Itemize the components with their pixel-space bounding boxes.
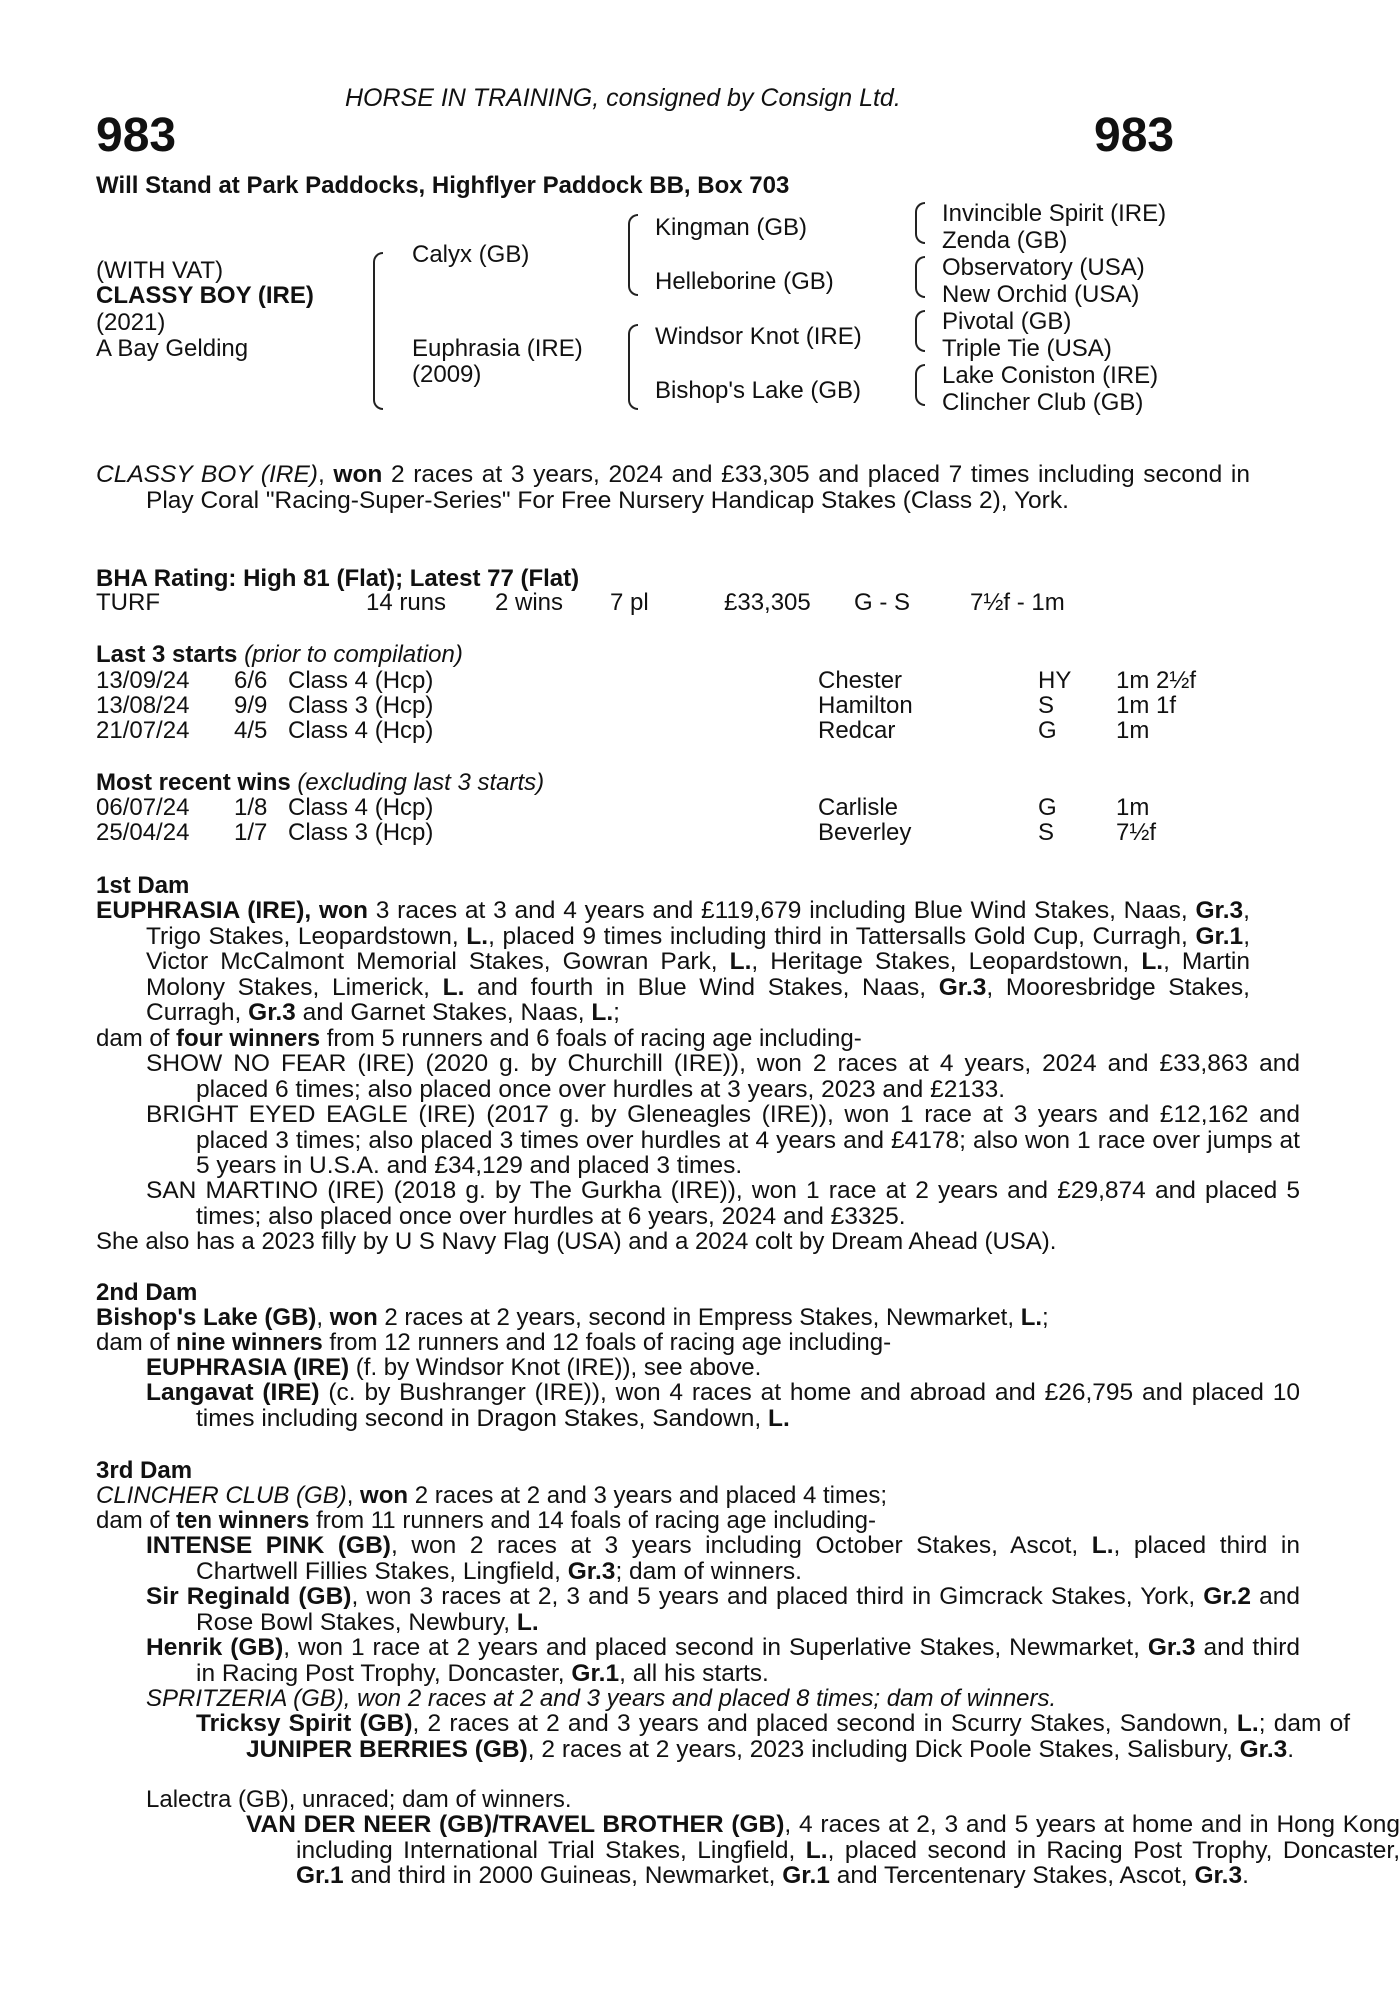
text: , placed 9 times including third in Tattersalls Gold Cup, Curragh, [488, 922, 1196, 950]
won-label: won [360, 1482, 409, 1509]
cell-position: 9/9 [234, 692, 268, 719]
produce-text: SAN MARTINO (IRE) (2018 g. by The Gurkha (IRE)), won 1 race at 2 years and £29,874 and placed 5 times; also placed once over hurdles at 6 years, 2024 and £3325. [146, 1177, 1300, 1230]
text: ; dam of winners. [615, 1557, 802, 1585]
pedigree-brace [628, 324, 638, 410]
produce-entry [96, 1178, 1300, 1229]
text: and third in 2000 Guineas, Newmarket, [343, 1862, 783, 1889]
vat-note: (WITH VAT) [96, 257, 224, 284]
text: , Heritage Stakes, Leopardstown, [751, 948, 1142, 975]
catalogue-subtitle: HORSE IN TRAINING, consigned by Consign Ltd. [345, 84, 901, 112]
produce-entry: Lalectra (GB), unraced; dam of winners. [146, 1786, 572, 1813]
text: , 4 races at 2, 3 and 5 years at home and in Hong Kong including International Trial Stakes, Lingfield, [296, 1811, 1400, 1864]
cell-position: 6/6 [234, 667, 268, 694]
cell-course: Carlisle [818, 794, 899, 821]
text: , won 3 races at 2, 3 and 5 years and placed third in Gimcrack Stakes, York, [351, 1583, 1204, 1610]
cell-date: 06/07/24 [96, 794, 190, 821]
text: , won 1 race at 2 years and placed second in Superlative Stakes, Newmarket, [283, 1634, 1148, 1661]
last-3-note: (prior to compilation) [244, 641, 463, 668]
pedigree-ggp: New Orchid (USA) [942, 281, 1140, 308]
pedigree-ggp: Clincher Club (GB) [942, 389, 1144, 416]
pedigree-dam-sire: Windsor Knot (IRE) [655, 323, 862, 350]
rating-going: G - S [854, 589, 911, 616]
stand-location: Will Stand at Park Paddocks, Highflyer Paddock BB, Box 703 [96, 172, 790, 199]
rating-surface: TURF [96, 589, 160, 616]
text: , Trigo Stakes, Leopardstown, [146, 897, 1250, 950]
cell-going: S [1038, 692, 1055, 719]
cell-position: 4/5 [234, 717, 268, 744]
pedigree-sire: Calyx (GB) [412, 241, 530, 268]
produce-text: SHOW NO FEAR (IRE) (2020 g. by Churchill (IRE)), won 2 races at 4 years, 2024 and £33,863 and placed 6 times; also placed once over hurdles at 3 years, 2023 and £2133. [146, 1050, 1300, 1103]
text: (f. by Windsor Knot (IRE)), see above. [349, 1354, 762, 1381]
text: . [1287, 1735, 1295, 1763]
listed-label: L. [729, 948, 752, 975]
cell-class: Class 3 (Hcp) [288, 819, 434, 846]
rating-placed: 7 pl [610, 589, 649, 616]
cell-going: HY [1038, 667, 1072, 694]
grade-label: Gr.3 [1194, 1862, 1243, 1889]
horse-description: A Bay Gelding [96, 335, 249, 362]
produce-name: VAN DER NEER (GB)/TRAVEL BROTHER (GB) [246, 1811, 785, 1838]
produce-name: Sir Reginald (GB) [146, 1583, 352, 1610]
grade-label: Gr.3 [938, 973, 987, 1001]
produce-name: EUPHRASIA (IRE) [146, 1354, 350, 1381]
text: 3 races at 3 and 4 years and £119,679 including Blue Wind Stakes, Naas, [367, 897, 1196, 924]
pedigree-dam: Euphrasia (IRE) [412, 335, 583, 362]
rating-runs: 14 runs [366, 589, 447, 616]
grade-label: Gr.1 [296, 1862, 344, 1889]
race-summary: CLASSY BOY (IRE), won 2 races at 3 years, 2024 and £33,305 and placed 7 times including second in Play Coral "Racing-Super-Series" For Free Nursery Handicap Stakes (Class 2), York. [96, 461, 1250, 514]
text: 2 races at 2 years, second in Empress Stakes, Newmarket, [377, 1304, 1021, 1331]
pedigree-dam-year: (2009) [412, 361, 482, 388]
cell-distance: 1m [1116, 794, 1150, 821]
produce-entry [96, 1380, 1300, 1431]
second-dam-record: Bishop's Lake (GB), won 2 races at 2 years, second in Empress Stakes, Newmarket, L.; [96, 1304, 1049, 1331]
text: 2 races at 2 and 3 years and placed 4 times; [408, 1482, 887, 1509]
third-dam-name: CLINCHER CLUB (GB) [96, 1482, 347, 1509]
text: , 2 races at 2 years, 2023 including Dick Poole Stakes, Salisbury, [527, 1735, 1240, 1763]
pedigree-brace [373, 252, 383, 410]
listed-label: L. [1141, 948, 1164, 975]
second-dam-name: Bishop's Lake (GB) [96, 1304, 317, 1331]
text: dam of [96, 1025, 177, 1052]
text: , Mooresbridge Stakes, Curragh, [146, 973, 1250, 1026]
text: , all his starts. [619, 1659, 769, 1687]
grade-label: Gr.1 [571, 1659, 620, 1687]
lot-number-right: 983 [1094, 109, 1175, 162]
pedigree-sire-dam: Helleborine (GB) [655, 268, 834, 295]
cell-course: Hamilton [818, 692, 913, 719]
first-dam-name: EUPHRASIA (IRE), won [96, 897, 368, 924]
cell-going: S [1038, 819, 1055, 846]
cell-class: Class 4 (Hcp) [288, 667, 434, 694]
cell-date: 25/04/24 [96, 819, 190, 846]
text: , placed third in Chartwell Fillies Stakes, Lingfield, [196, 1532, 1300, 1585]
listed-label: L. [1091, 1532, 1114, 1559]
first-dam-also: She also has a 2023 filly by U S Navy Flag (USA) and a 2024 colt by Dream Ahead (USA). [96, 1228, 1057, 1255]
text: dam of [96, 1329, 177, 1356]
bha-rating: BHA Rating: High 81 (Flat); Latest 77 (Flat) [96, 565, 580, 592]
text: from 11 runners and 14 foals of racing age including- [309, 1507, 876, 1534]
cell-class: Class 3 (Hcp) [288, 692, 434, 719]
produce-text: BRIGHT EYED EAGLE (IRE) (2017 g. by Gleneagles (IRE)), won 1 race at 3 years and £12,162 and placed 3 times; also placed 3 times over hurdles at 4 years and £4178; also won 1 race over jumps at 5 years in U.S.A. and £34,129 and placed 3 times. [146, 1101, 1300, 1179]
pedigree-ggp: Zenda (GB) [942, 227, 1068, 254]
produce-entry [96, 1584, 1300, 1635]
pedigree-ggp: Pivotal (GB) [942, 308, 1072, 335]
cell-course: Beverley [818, 819, 912, 846]
produce-entry [96, 1635, 1300, 1686]
listed-label: L. [466, 922, 489, 950]
cell-distance: 1m [1116, 717, 1150, 744]
pedigree-brace [915, 310, 925, 352]
cell-distance: 1m 2½f [1116, 667, 1197, 694]
cell-date: 13/09/24 [96, 667, 190, 694]
text: , 2 races at 2 and 3 years and placed second in Scurry Stakes, Sandown, [412, 1710, 1237, 1737]
last-3-heading [96, 642, 463, 667]
produce-entry [96, 1812, 1400, 1889]
cell-course: Chester [818, 667, 903, 694]
grade-label: Gr.1 [1195, 922, 1244, 950]
listed-label: L. [516, 1608, 539, 1636]
grade-label: Gr.3 [248, 999, 296, 1026]
produce-entry [96, 1533, 1300, 1584]
recent-wins-heading [96, 770, 544, 795]
listed-label: L. [768, 1404, 790, 1432]
produce-name: INTENSE PINK (GB) [146, 1532, 391, 1559]
horse-name: CLASSY BOY (IRE) [96, 282, 314, 309]
grade-label: Gr.3 [1195, 897, 1244, 924]
recent-wins-title: Most recent wins [96, 769, 291, 796]
pedigree-dam-dam: Bishop's Lake (GB) [655, 377, 862, 404]
grade-label: Gr.2 [1203, 1583, 1251, 1610]
produce-entry [96, 1711, 1350, 1762]
produce-entry [96, 1102, 1300, 1179]
text: from 12 runners and 12 foals of racing age including- [322, 1329, 892, 1356]
text: dam of [96, 1507, 177, 1534]
listed-label: L. [1236, 1710, 1259, 1737]
pedigree-ggp: Triple Tie (USA) [942, 335, 1112, 362]
summary-horse-name: CLASSY BOY (IRE) [96, 461, 318, 488]
winners-count: nine winners [176, 1329, 323, 1356]
cell-date: 21/07/24 [96, 717, 190, 744]
pedigree-brace [915, 202, 925, 244]
third-dam-produce-summary [96, 1508, 876, 1533]
text: and Rose Bowl Stakes, Newbury, [196, 1583, 1300, 1636]
text: and Garnet Stakes, Naas, [295, 999, 592, 1026]
text: ; dam of [1258, 1710, 1350, 1737]
cell-position: 1/7 [234, 819, 268, 846]
pedigree-brace [915, 256, 925, 298]
first-dam-record [96, 898, 1250, 1026]
cell-distance: 1m 1f [1116, 692, 1177, 719]
text: and fourth in Blue Wind Stakes, Naas, [464, 973, 939, 1001]
third-dam-record: CLINCHER CLUB (GB), won 2 races at 2 and 3 years and placed 4 times; [96, 1482, 887, 1509]
rating-prize: £33,305 [724, 589, 811, 616]
winners-count: ten winners [176, 1507, 310, 1534]
cell-class: Class 4 (Hcp) [288, 717, 434, 744]
recent-wins-note: (excluding last 3 starts) [297, 769, 545, 796]
text: . [1242, 1862, 1249, 1889]
text: , placed second in Racing Post Trophy, Doncaster, [827, 1836, 1400, 1864]
text: ; [1042, 1304, 1049, 1331]
listed-label: L. [442, 973, 465, 1001]
first-dam-produce-summary [96, 1026, 862, 1051]
pedigree-brace [628, 214, 638, 296]
cell-course: Redcar [818, 717, 896, 744]
text: and Tercentenary Stakes, Ascot, [829, 1862, 1195, 1889]
cell-class: Class 4 (Hcp) [288, 794, 434, 821]
text: , won 2 races at 3 years including October Stakes, Ascot, [390, 1532, 1092, 1559]
pedigree-ggp: Lake Coniston (IRE) [942, 362, 1159, 389]
cell-date: 13/08/24 [96, 692, 190, 719]
cell-position: 1/8 [234, 794, 268, 821]
rating-distance: 7½f - 1m [970, 589, 1065, 616]
grade-label: Gr.3 [1147, 1634, 1196, 1661]
produce-text: SPRITZERIA (GB), won 2 races at 2 and 3 years and placed 8 times; dam of winners. [146, 1685, 1057, 1712]
grade-label: Gr.3 [567, 1557, 616, 1585]
horse-year: (2021) [96, 309, 166, 336]
second-dam-produce-summary [96, 1330, 891, 1355]
second-dam-heading: 2nd Dam [96, 1279, 198, 1306]
won-label: won [329, 1304, 378, 1331]
cell-going: G [1038, 794, 1057, 821]
cell-going: G [1038, 717, 1057, 744]
listed-label: L. [1020, 1304, 1043, 1331]
third-dam-heading: 3rd Dam [96, 1457, 193, 1484]
text: and third in Racing Post Trophy, Doncaster, [196, 1634, 1300, 1687]
text: , Martin Molony Stakes, Limerick, [146, 948, 1250, 1001]
pedigree-sire-sire: Kingman (GB) [655, 214, 808, 241]
produce-entry [96, 1051, 1300, 1102]
pedigree-ggp: Observatory (USA) [942, 254, 1145, 281]
grade-label: Gr.1 [782, 1862, 830, 1889]
winners-count: four winners [176, 1025, 321, 1052]
text: from 5 runners and 6 foals of racing age including- [320, 1025, 862, 1052]
produce-name: JUNIPER BERRIES (GB) [246, 1735, 528, 1763]
text: (c. by Bushranger (IRE)), won 4 races at home and abroad and £26,795 and placed 10 times including second in Dragon Stakes, Sandown, [196, 1379, 1300, 1432]
listed-label: L. [805, 1836, 828, 1864]
lot-number-left: 983 [96, 109, 177, 162]
produce-entry [146, 1686, 1056, 1711]
pedigree-ggp: Invincible Spirit (IRE) [942, 200, 1167, 227]
produce-name: Langavat (IRE) [146, 1379, 320, 1406]
produce-name: Tricksy Spirit (GB) [196, 1710, 413, 1737]
pedigree-brace [915, 364, 925, 406]
first-dam-heading: 1st Dam [96, 872, 190, 899]
rating-wins: 2 wins [495, 589, 564, 616]
listed-label: L. [591, 999, 614, 1026]
text: ; [613, 999, 620, 1026]
cell-distance: 7½f [1116, 819, 1157, 846]
produce-entry [146, 1355, 761, 1380]
summary-text: 2 races at 3 years, 2024 and £33,305 and placed 7 times including second in Play Coral "Racing-Super-Series" For Free Nursery Handicap Stakes (Class 2), York. [146, 461, 1250, 514]
summary-won: won [333, 461, 383, 488]
last-3-title: Last 3 starts [96, 641, 238, 668]
text: , Victor McCalmont Memorial Stakes, Gowran Park, [146, 922, 1250, 975]
produce-name: Henrik (GB) [146, 1634, 284, 1661]
grade-label: Gr.3 [1239, 1735, 1288, 1763]
